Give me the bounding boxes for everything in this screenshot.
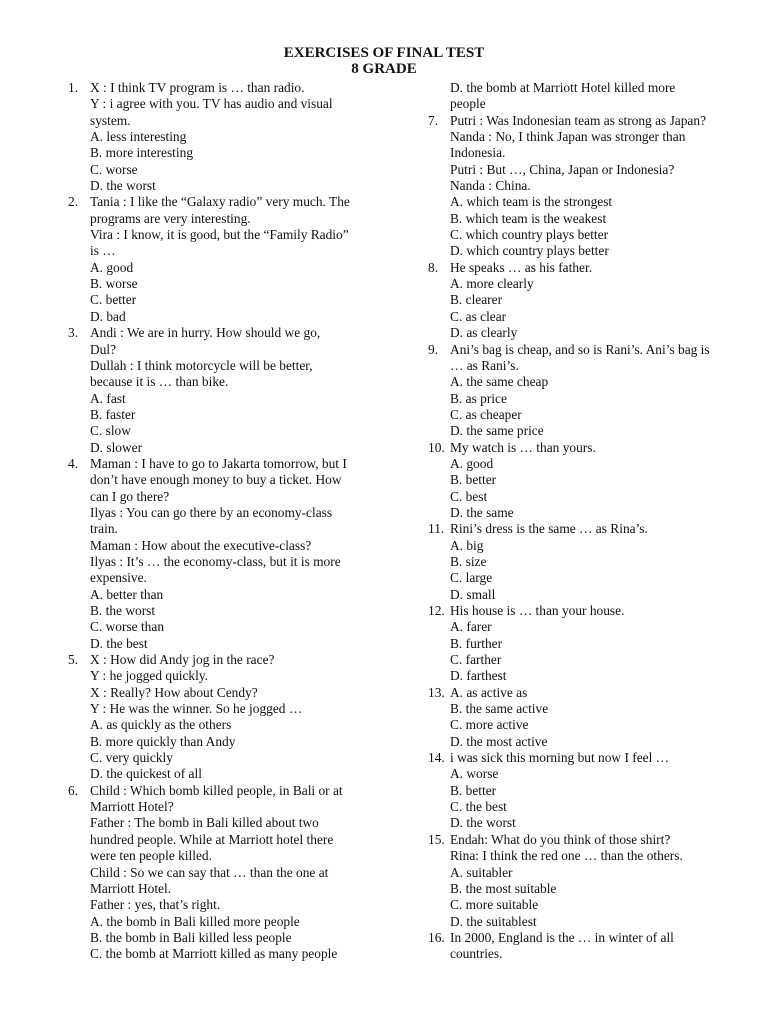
answer-option: B. the most suitable — [450, 880, 557, 896]
answer-option: B. faster — [90, 406, 136, 422]
question-number: 7. — [428, 112, 439, 128]
question-text-line: don’t have enough money to buy a ticket. How — [90, 472, 342, 488]
answer-option: A. as quickly as the others — [90, 717, 232, 733]
answer-option: C. large — [450, 570, 493, 586]
question-number: 1. — [68, 80, 79, 95]
answer-option: B. as price — [450, 390, 507, 406]
question-number: 3. — [68, 325, 79, 341]
question-item — [68, 783, 368, 963]
question-text-line: Dullah : I think motorcycle will be better, — [90, 357, 313, 373]
question-number: 12. — [428, 603, 445, 618]
question-item — [428, 440, 728, 522]
answer-option: A. good — [90, 259, 134, 275]
answer-option: D. the same — [450, 504, 514, 520]
question-text-line: is … — [90, 243, 116, 259]
question-item — [68, 194, 368, 325]
question-text-line: were ten people killed. — [90, 848, 212, 864]
question-text-line: people — [450, 96, 486, 112]
question-text-line: system. — [90, 112, 131, 128]
answer-option: A. which team is the strongest — [450, 194, 613, 210]
answer-option: A. as active as — [450, 684, 528, 700]
answer-option: B. the same active — [450, 701, 549, 717]
question-number: 6. — [68, 782, 79, 798]
question-text-line: Child : Which bomb killed people, in Bali or at — [90, 782, 343, 798]
answer-option: A. worse — [450, 766, 499, 782]
question-number: 11. — [428, 521, 445, 537]
answer-option: C. which country plays better — [450, 227, 609, 243]
question-text-line: programs are very interesting. — [90, 210, 251, 226]
question-text-line: can I go there? — [90, 488, 170, 504]
question-text-line: Rini’s dress is the same … as Rina’s. — [450, 521, 648, 537]
answer-option: A. more clearly — [450, 276, 534, 292]
question-number: 16. — [428, 929, 445, 945]
answer-option: C. better — [90, 292, 137, 308]
question-number: 13. — [428, 684, 445, 700]
question-text-line: Child : So we can say that … than the one at — [90, 864, 329, 880]
question-item — [68, 80, 368, 194]
answer-option: C. best — [450, 488, 488, 504]
question-text-line: Marriott Hotel? — [90, 799, 174, 815]
answer-option: B. the bomb in Bali killed less people — [90, 929, 292, 945]
question-text-line: hundred people. While at Marriott hotel there — [90, 831, 334, 847]
answer-option: A. better than — [90, 586, 164, 602]
question-text-line: Rina: I think the red one … than the others. — [450, 848, 683, 864]
answer-option: D. as clearly — [450, 325, 518, 341]
answer-option: A. suitabler — [450, 864, 513, 880]
answer-option: C. farther — [450, 652, 502, 668]
answer-option: C. more suitable — [450, 897, 539, 913]
question-text-line: Ilyas : You can go there by an economy-class — [90, 504, 333, 520]
question-number: 15. — [428, 831, 445, 847]
answer-option: C. the bomb at Marriott killed as many people — [90, 946, 338, 962]
question-item — [68, 652, 368, 783]
question-text-line: Maman : How about the executive-class? — [90, 537, 312, 553]
question-text-line: X : How did Andy jog in the race? — [90, 652, 275, 668]
question-item — [428, 685, 728, 750]
question-text-line: My watch is … than yours. — [450, 439, 596, 455]
answer-option: D. farthest — [450, 668, 507, 684]
answer-option: D. the same price — [450, 423, 544, 439]
answer-option: B. further — [450, 635, 503, 651]
question-text-line: expensive. — [90, 570, 147, 586]
question-text-line: Putri : Was Indonesian team as strong as Japan? — [450, 112, 707, 128]
question-text-line: Y : He was the winner. So he jogged … — [90, 701, 303, 717]
answer-option: B. better — [450, 472, 497, 488]
answer-option: D. slower — [90, 439, 143, 455]
answer-option: D. the worst — [450, 815, 516, 831]
question-text-line: Indonesia. — [450, 145, 506, 161]
question-number: 14. — [428, 750, 445, 766]
question-item — [428, 521, 728, 603]
question-item — [428, 342, 728, 440]
left-column — [68, 80, 368, 963]
question-text-line: In 2000, England is the … in winter of all — [450, 929, 674, 945]
answer-option: C. worse than — [90, 619, 165, 635]
right-column — [428, 80, 728, 963]
question-number: 5. — [68, 652, 79, 668]
question-text-line: Tania : I like the “Galaxy radio” very much. The — [90, 194, 350, 210]
question-text-line: Father : yes, that’s right. — [90, 897, 221, 913]
answer-option: B. worse — [90, 276, 138, 292]
answer-option: D. the worst — [90, 178, 156, 194]
question-item — [428, 750, 728, 832]
answer-option: D. the quickest of all — [90, 766, 202, 782]
answer-option: D. the suitablest — [450, 913, 537, 929]
question-item — [428, 930, 728, 963]
answer-option: C. very quickly — [90, 750, 173, 766]
question-number: 10. — [428, 439, 445, 455]
answer-option: D. the most active — [450, 733, 548, 749]
answer-option: A. good — [450, 455, 494, 471]
question-text-line: Andi : We are in hurry. How should we go, — [90, 325, 321, 341]
question-text-line: X : I think TV program is … than radio. — [90, 80, 305, 95]
answer-option: C. as cheaper — [450, 406, 522, 422]
question-text-line: Maman : I have to go to Jakarta tomorrow, but I — [90, 455, 347, 471]
question-text-line: Putri : But …, China, Japan or Indonesia? — [450, 161, 675, 177]
answer-option: A. fast — [90, 390, 126, 406]
answer-option: B. more interesting — [90, 145, 194, 161]
question-text-line: … as Rani’s. — [450, 357, 519, 373]
question-item — [68, 325, 368, 456]
grade-subtitle: 8 GRADE — [351, 61, 417, 77]
question-item — [428, 260, 728, 342]
answer-option: D. bad — [90, 308, 126, 324]
question-text-line: Vira : I know, it is good, but the “Family Radio” — [90, 227, 349, 243]
question-text-line: Ani’s bag is cheap, and so is Rani’s. Ani’s bag is — [450, 341, 710, 357]
page-title: EXERCISES OF FINAL TEST — [283, 45, 485, 61]
question-text-line: His house is … than your house. — [450, 603, 625, 618]
answer-option: D. the bomb at Marriott Hotel killed more — [450, 80, 676, 95]
question-text-line: countries. — [450, 946, 503, 962]
answer-option: A. the bomb in Bali killed more people — [90, 913, 300, 929]
question-text-line: Father : The bomb in Bali killed about two — [90, 815, 319, 831]
question-text-line: He speaks … as his father. — [450, 259, 593, 275]
answer-option: B. clearer — [450, 292, 503, 308]
answer-option: B. size — [450, 553, 487, 569]
answer-option: B. which team is the weakest — [450, 210, 607, 226]
question-text-line: because it is … than bike. — [90, 374, 229, 390]
answer-option: D. the best — [90, 635, 148, 651]
question-number: 9. — [428, 341, 439, 357]
answer-option: A. the same cheap — [450, 374, 549, 390]
question-number: 2. — [68, 194, 79, 210]
answer-option: C. more active — [450, 717, 529, 733]
question-text-line: train. — [90, 521, 118, 537]
question-text-line: Nanda : No, I think Japan was stronger than — [450, 129, 686, 145]
answer-option: D. which country plays better — [450, 243, 609, 259]
question-number: 4. — [68, 455, 79, 471]
question-item — [68, 456, 368, 652]
answer-option: C. as clear — [450, 308, 507, 324]
answer-option: A. farer — [450, 619, 492, 635]
answer-option: C. the best — [450, 799, 507, 815]
question-item — [428, 603, 728, 685]
question-text-line: Y : i agree with you. TV has audio and visual — [90, 96, 333, 112]
answer-option: C. worse — [90, 161, 138, 177]
question-text-line: Endah: What do you think of those shirt? — [450, 831, 671, 847]
question-text-line: Y : he jogged quickly. — [90, 668, 209, 684]
question-item — [428, 80, 728, 113]
answer-option: B. more quickly than Andy — [90, 733, 236, 749]
question-text-line: X : Really? How about Cendy? — [90, 684, 258, 700]
question-text-line: Nanda : China. — [450, 178, 531, 194]
question-text-line: i was sick this morning but now I feel … — [450, 750, 670, 766]
answer-option: A. less interesting — [90, 129, 187, 145]
question-item — [428, 832, 728, 930]
answer-option: D. small — [450, 586, 496, 602]
question-text-line: Dul? — [90, 341, 117, 357]
question-text-line: Marriott Hotel. — [90, 880, 172, 896]
answer-option: B. the worst — [90, 603, 156, 618]
answer-option: B. better — [450, 782, 497, 798]
question-item — [428, 113, 728, 260]
answer-option: A. big — [450, 537, 484, 553]
answer-option: C. slow — [90, 423, 131, 439]
question-number: 8. — [428, 259, 439, 275]
question-text-line: Ilyas : It’s … the economy-class, but it is more — [90, 553, 341, 569]
